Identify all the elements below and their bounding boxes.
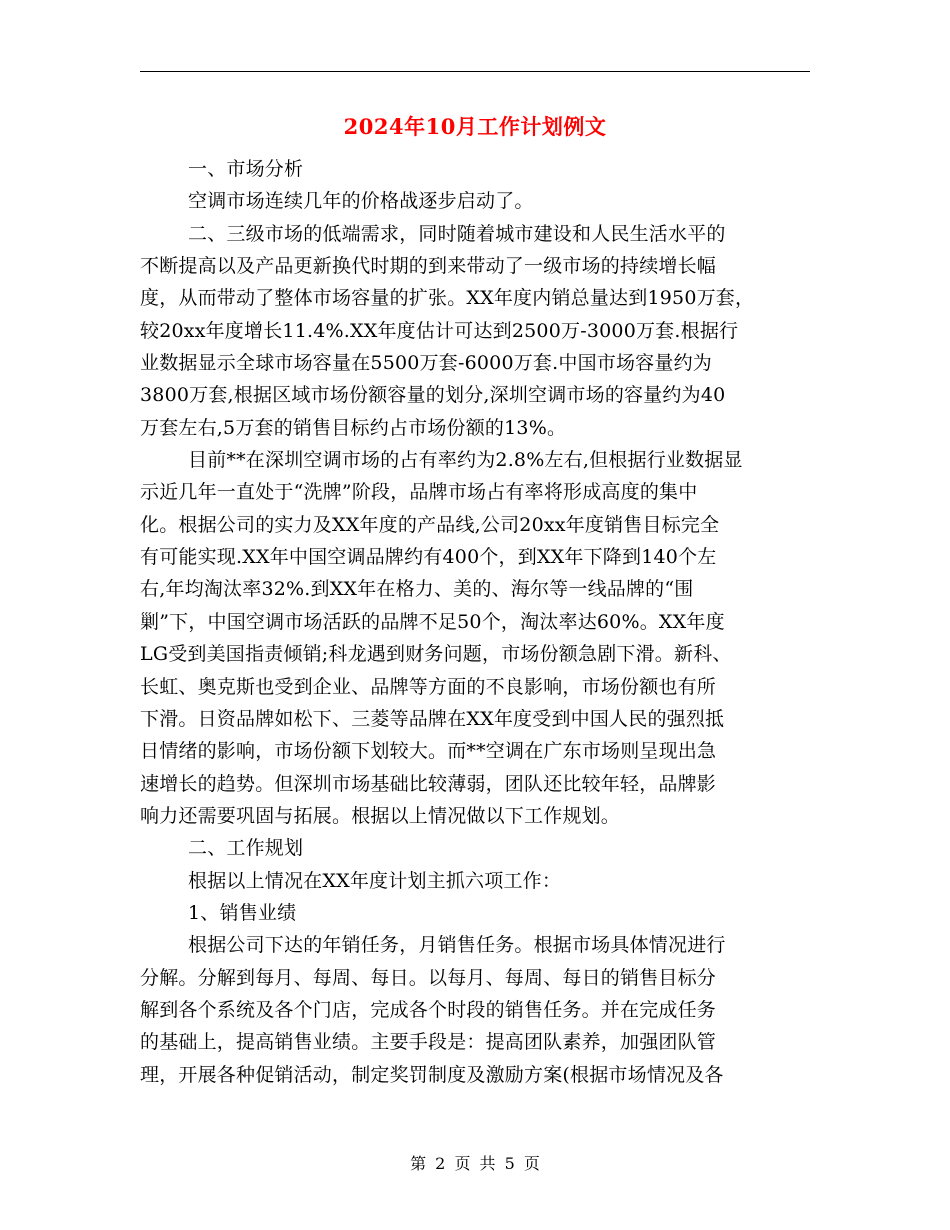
text-line: 不断提高以及产品更新换代时期的到来带动了一级市场的持续增长幅 (140, 255, 717, 278)
page-number-footer: 第 2 页 共 5 页 (410, 1154, 540, 1173)
header-rule (140, 71, 810, 72)
text-line: 目前**在深圳空调市场的占有率约为2.8%左右,但根据行业数据显 (188, 449, 743, 472)
text-line: 解到各个系统及各个门店，完成各个时段的销售任务。并在完成任务 (140, 998, 717, 1021)
text-line: 理，开展各种促销活动，制定奖罚制度及激励方案(根据市场情况及各 (140, 1063, 724, 1086)
text-line: LG受到美国指责倾销;科龙遇到财务问题，市场份额急剧下滑。新科、 (140, 643, 732, 666)
text-line: 分解。分解到每月、每周、每日。以每月、每周、每日的销售目标分 (140, 966, 717, 989)
text-line: 剿”下，中国空调市场活跃的品牌不足50个，淘汰率达60%。XX年度 (140, 610, 725, 633)
text-line: 下滑。日资品牌如松下、三菱等品牌在XX年度受到中国人民的强烈抵 (140, 707, 725, 730)
text-line: 有可能实现.XX年中国空调品牌约有400个，到XX年下降到140个左 (140, 546, 717, 569)
text-line: 示近几年一直处于“洗牌”阶段，品牌市场占有率将形成高度的集中 (140, 481, 698, 504)
text-line: 度，从而带动了整体市场容量的扩张。XX年度内销总量达到1950万套， (140, 287, 755, 310)
text-line: 化。根据公司的实力及XX年度的产品线,公司20xx年度销售目标完全 (140, 513, 720, 536)
text-line: 一、市场分析 (188, 158, 304, 180)
text-line: 二、三级市场的低端需求，同时随着城市建设和人民生活水平的 (188, 222, 726, 245)
text-line: 业数据显示全球市场容量在5500万套-6000万套.中国市场容量约为 (140, 352, 712, 375)
text-line: 根据以上情况在XX年度计划主抓六项工作： (188, 869, 562, 892)
text-line: 日情绪的影响，市场份额下划较大。而**空调在广东市场则呈现出急 (140, 740, 717, 763)
text-line: 响力还需要巩固与拓展。根据以上情况做以下工作规划。 (140, 804, 621, 827)
text-line: 万套左右,5万套的销售目标约占市场份额的13%。 (140, 416, 567, 439)
text-line: 较20xx年度增长11.4%.XX年度估计可达到2500万-3000万套.根据行 (140, 319, 739, 342)
document-body (140, 153, 810, 1091)
text-line: 速增长的趋势。但深圳市场基础比较薄弱，团队还比较年轻，品牌影 (140, 772, 717, 795)
text-line: 的基础上，提高销售业绩。主要手段是：提高团队素养，加强团队管 (140, 1031, 717, 1054)
document-title: 2024年10月工作计划例文 (343, 114, 607, 139)
text-line: 长虹、奥克斯也受到企业、品牌等方面的不良影响，市场份额也有所 (140, 675, 717, 698)
text-line: 根据公司下达的年销任务，月销售任务。根据市场具体情况进行 (188, 934, 726, 957)
text-line: 右,年均淘汰率32%.到XX年在格力、美的、海尔等一线品牌的“围 (140, 578, 694, 601)
text-line: 二、工作规划 (188, 837, 304, 860)
text-line: 1、销售业绩 (188, 901, 297, 924)
text-line: 空调市场连续几年的价格战逐步启动了。 (188, 190, 534, 213)
text-line: 3800万套,根据区域市场份额容量的划分,深圳空调市场的容量约为40 (140, 384, 726, 407)
